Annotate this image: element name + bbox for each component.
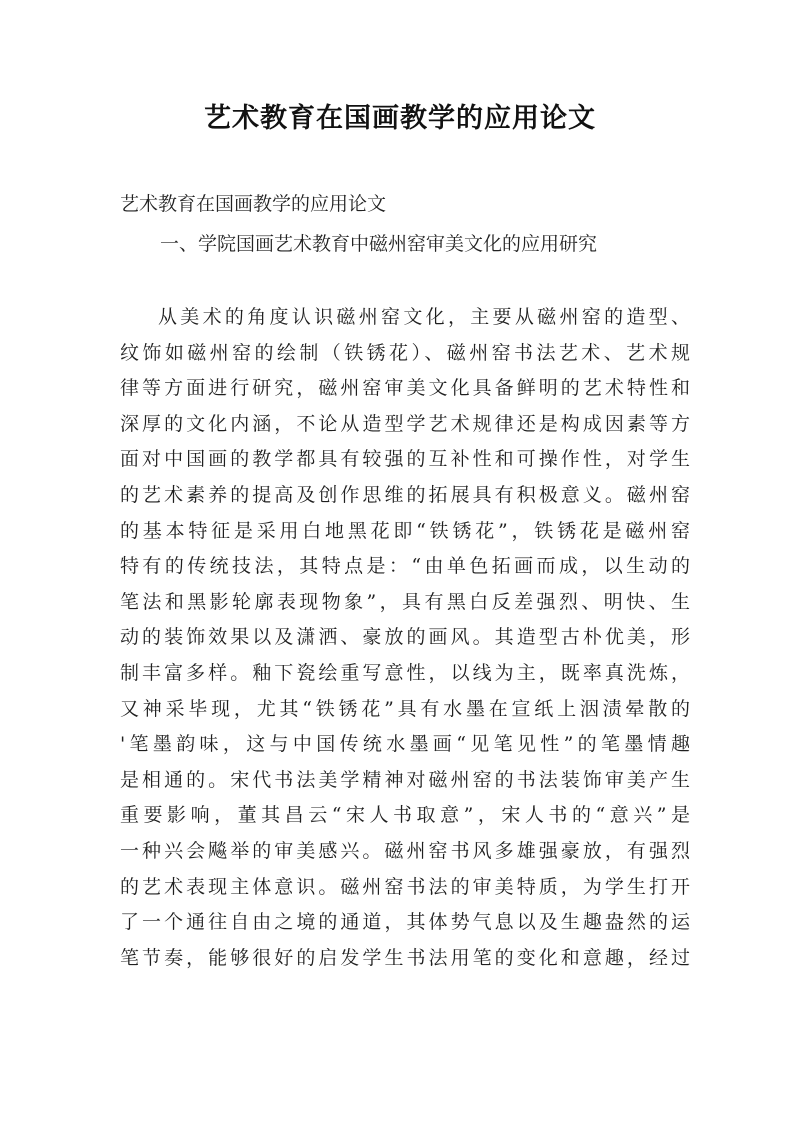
paragraph-line: 面对中国画的教学都具有较强的互补性和可操作性，对学生 (120, 448, 690, 471)
paragraph-line: 笔法和黑影轮廓表现物象”，具有黑白反差强烈、明快、生 (120, 590, 690, 613)
paragraph-line: 是相通的。宋代书法美学精神对磁州窑的书法装饰审美产生 (120, 768, 690, 791)
paragraph-line: 深厚的文化内涵，不论从造型学艺术规律还是构成因素等方 (120, 412, 690, 435)
paragraph-line: 的艺术表现主体意识。磁州窑书法的审美特质，为学生打开 (120, 875, 690, 898)
paragraph-line: 又神采毕现，尤其“铁锈花”具有水墨在宣纸上洇渍晕散的 (120, 697, 690, 720)
paragraph-line: 特有的传统技法，其特点是：“由单色拓画而成，以生动的 (120, 555, 690, 578)
paragraph-line: 从美术的角度认识磁州窑文化，主要从磁州窑的造型、 (158, 306, 690, 328)
paragraph-line: '笔墨韵味，这与中国传统水墨画“见笔见性”的笔墨情趣 (120, 733, 690, 756)
paragraph-line: 重要影响，董其昌云“宋人书取意”，宋人书的“意兴”是 (120, 804, 690, 827)
paragraph-line: 制丰富多样。釉下瓷绘重写意性，以线为主，既率真洗炼， (120, 661, 690, 684)
paragraph-line: 纹饰如磁州窑的绘制（铁锈花）、磁州窑书法艺术、艺术规 (120, 341, 690, 364)
section-heading: 一、学院国画艺术教育中磁州窑审美文化的应用研究 (160, 233, 598, 255)
paragraph-line: 的艺术素养的提高及创作思维的拓展具有积极意义。磁州窑 (120, 483, 690, 506)
paragraph-line: 一种兴会飚举的审美感兴。磁州窑书风多雄强豪放，有强烈 (120, 839, 690, 862)
body-paragraph (120, 300, 690, 976)
document-title: 艺术教育在国画教学的应用论文 (204, 103, 596, 134)
paragraph-line: 的基本特征是采用白地黑花即“铁锈花”，铁锈花是磁州窑 (120, 519, 690, 542)
paragraph-line: 动的装饰效果以及潇洒、豪放的画风。其造型古朴优美，形 (120, 626, 690, 649)
paragraph-line: 笔节奏，能够很好的启发学生书法用笔的变化和意趣，经过 (120, 946, 690, 969)
document-subtitle: 艺术教育在国画教学的应用论文 (120, 193, 387, 215)
paragraph-line: 了一个通往自由之境的通道，其体势气息以及生趣盎然的运 (120, 911, 690, 934)
paragraph-line: 律等方面进行研究，磁州窑审美文化具备鲜明的艺术特性和 (120, 377, 690, 400)
